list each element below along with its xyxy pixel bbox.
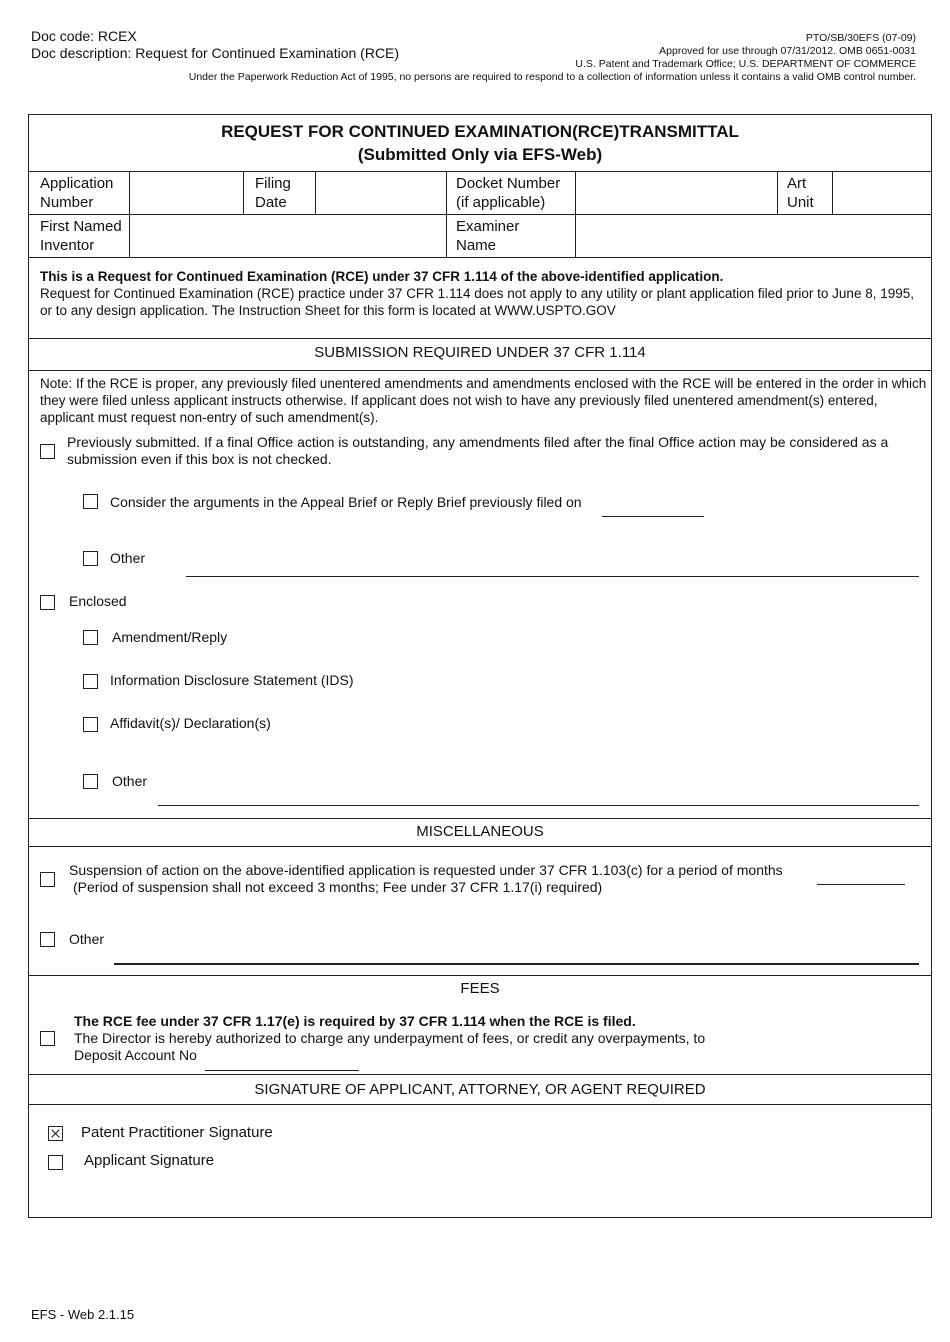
practitioner-signature-label: Patent Practitioner Signature bbox=[81, 1124, 273, 1141]
label-line: Application bbox=[40, 175, 114, 192]
other-submitted-field[interactable] bbox=[186, 576, 919, 577]
label-line: Unit bbox=[787, 194, 814, 211]
fees-checkbox[interactable] bbox=[40, 1031, 55, 1046]
divider bbox=[29, 975, 931, 976]
ids-label: Information Disclosure Statement (IDS) bbox=[110, 672, 354, 688]
docket-number-field[interactable] bbox=[576, 172, 776, 213]
doc-description: Doc description: Request for Continued Examination (RCE) bbox=[31, 45, 400, 61]
other-enclosed-label: Other bbox=[112, 773, 148, 789]
fees-text-line-1: The Director is hereby authorized to charge any underpayment of fees, or credit any overpayments, to bbox=[74, 1030, 706, 1046]
label-line: (if applicable) bbox=[456, 194, 546, 211]
miscellaneous-heading: MISCELLANEOUS bbox=[416, 823, 544, 840]
other-submitted-checkbox[interactable] bbox=[83, 551, 98, 566]
other-misc-label: Other bbox=[69, 931, 105, 947]
form-title: REQUEST FOR CONTINUED EXAMINATION(RCE)TRANSMITTAL bbox=[221, 122, 739, 141]
rce-intro-text: Request for Continued Examination (RCE) practice under 37 CFR 1.114 does not apply to any utility or plant application filed prior to June 8, 1995, or to any design application. The Instruction Sheet for this form is located at WWW.USPTO.GOV bbox=[40, 286, 914, 318]
previously-submitted-label: Previously submitted. If a final Office action is outstanding, any amendments filed after the final Office action may be considered as a submission even if this box is not checked. bbox=[67, 434, 889, 467]
form-number: PTO/SB/30EFS (07-09) bbox=[805, 32, 916, 44]
consider-arguments-checkbox[interactable] bbox=[83, 494, 98, 509]
divider bbox=[29, 818, 931, 819]
ids-checkbox[interactable] bbox=[83, 674, 98, 689]
other-enclosed-checkbox[interactable] bbox=[83, 774, 98, 789]
efs-version: EFS - Web 2.1.15 bbox=[31, 1307, 135, 1322]
rce-intro-bold: This is a Request for Continued Examination (RCE) under 37 CFR 1.114 of the above-identified application. bbox=[40, 269, 724, 284]
suspension-line-2: (Period of suspension shall not exceed 3 months; Fee under 37 CFR 1.17(i) required) bbox=[73, 879, 603, 895]
divider bbox=[29, 257, 931, 258]
consider-arguments-label: Consider the arguments in the Appeal Brief or Reply Brief previously filed on bbox=[110, 494, 582, 510]
first-named-inventor-field[interactable] bbox=[130, 215, 445, 256]
suspension-months-field[interactable] bbox=[817, 884, 905, 885]
label-line: Number bbox=[40, 194, 94, 211]
examiner-name-label bbox=[456, 217, 519, 255]
applicant-signature-checkbox[interactable] bbox=[48, 1155, 63, 1170]
deposit-account-field[interactable] bbox=[205, 1070, 359, 1071]
docket-number-label bbox=[456, 174, 560, 212]
divider bbox=[243, 171, 244, 214]
application-number-field[interactable] bbox=[130, 172, 242, 213]
other-misc-field[interactable] bbox=[114, 963, 919, 965]
divider bbox=[29, 1104, 931, 1105]
practitioner-signature-checkbox[interactable] bbox=[48, 1126, 63, 1141]
other-enclosed-field[interactable] bbox=[158, 805, 919, 806]
divider bbox=[29, 370, 931, 371]
enclosed-checkbox[interactable] bbox=[40, 595, 55, 610]
label-line: Art bbox=[787, 175, 807, 192]
omb-approval: Approved for use through 07/31/2012. OMB 0651-0031 bbox=[659, 45, 916, 57]
affidavit-label: Affidavit(s)/ Declaration(s) bbox=[110, 715, 271, 731]
application-number-label bbox=[40, 174, 113, 212]
divider bbox=[29, 846, 931, 847]
label-line: Name bbox=[456, 237, 497, 254]
rce-intro bbox=[40, 268, 927, 319]
fees-text-line-2: Deposit Account No bbox=[74, 1047, 197, 1063]
divider bbox=[446, 171, 447, 257]
suspension-line-1: Suspension of action on the above-identified application is requested under 37 CFR 1.103(c) for a period of months bbox=[69, 862, 783, 878]
art-unit-field[interactable] bbox=[833, 172, 931, 213]
art-unit-label bbox=[787, 174, 814, 212]
other-submitted-label: Other bbox=[110, 550, 146, 566]
label-line: First Named bbox=[40, 218, 122, 235]
submission-note: Note: If the RCE is proper, any previously filed unentered amendments and amendments enclosed with the RCE will be entered in the order in which they were filed unless applicant instructs otherwise. If applicant does not wish to have any previously filed unentered amendment(s) entered, applicant must request non-entry of such amendment(s). bbox=[40, 376, 927, 425]
label-line: Examiner bbox=[456, 218, 520, 235]
filing-date-field[interactable] bbox=[316, 172, 445, 213]
applicant-signature-label: Applicant Signature bbox=[84, 1152, 215, 1169]
examiner-name-field[interactable] bbox=[576, 215, 931, 256]
filing-date-label bbox=[255, 174, 291, 212]
divider bbox=[29, 1074, 931, 1075]
amendment-reply-checkbox[interactable] bbox=[83, 630, 98, 645]
form-subtitle: (Submitted Only via EFS-Web) bbox=[357, 145, 603, 164]
other-misc-checkbox[interactable] bbox=[40, 932, 55, 947]
fees-bold: The RCE fee under 37 CFR 1.17(e) is required by 37 CFR 1.114 when the RCE is filed. bbox=[74, 1013, 636, 1029]
agency-name: U.S. Patent and Trademark Office; U.S. DEPARTMENT OF COMMERCE bbox=[575, 58, 916, 70]
enclosed-label: Enclosed bbox=[69, 593, 127, 609]
fees-heading: FEES bbox=[460, 980, 500, 997]
affidavit-checkbox[interactable] bbox=[83, 717, 98, 732]
doc-code: Doc code: RCEX bbox=[31, 28, 137, 44]
appeal-brief-date-field[interactable] bbox=[602, 516, 704, 517]
label-line: Inventor bbox=[40, 237, 95, 254]
paperwork-notice: Under the Paperwork Reduction Act of 1995, no persons are required to respond to a collection of information unless it contains a valid OMB control number. bbox=[188, 71, 916, 83]
divider bbox=[777, 171, 778, 214]
suspension-checkbox[interactable] bbox=[40, 872, 55, 887]
previously-submitted-checkbox[interactable] bbox=[40, 444, 55, 459]
first-named-inventor-label bbox=[40, 217, 122, 255]
signature-heading: SIGNATURE OF APPLICANT, ATTORNEY, OR AGENT REQUIRED bbox=[254, 1081, 706, 1098]
document-header-right bbox=[189, 32, 916, 84]
label-line: Docket Number bbox=[456, 175, 561, 192]
rce-transmittal-form bbox=[28, 114, 932, 1218]
submission-heading: SUBMISSION REQUIRED UNDER 37 CFR 1.114 bbox=[314, 344, 646, 361]
divider bbox=[29, 338, 931, 339]
suspension-label bbox=[69, 862, 783, 896]
fees-text bbox=[74, 1013, 705, 1064]
amendment-reply-label: Amendment/Reply bbox=[112, 629, 228, 645]
label-line: Filing bbox=[255, 175, 291, 192]
label-line: Date bbox=[255, 194, 287, 211]
